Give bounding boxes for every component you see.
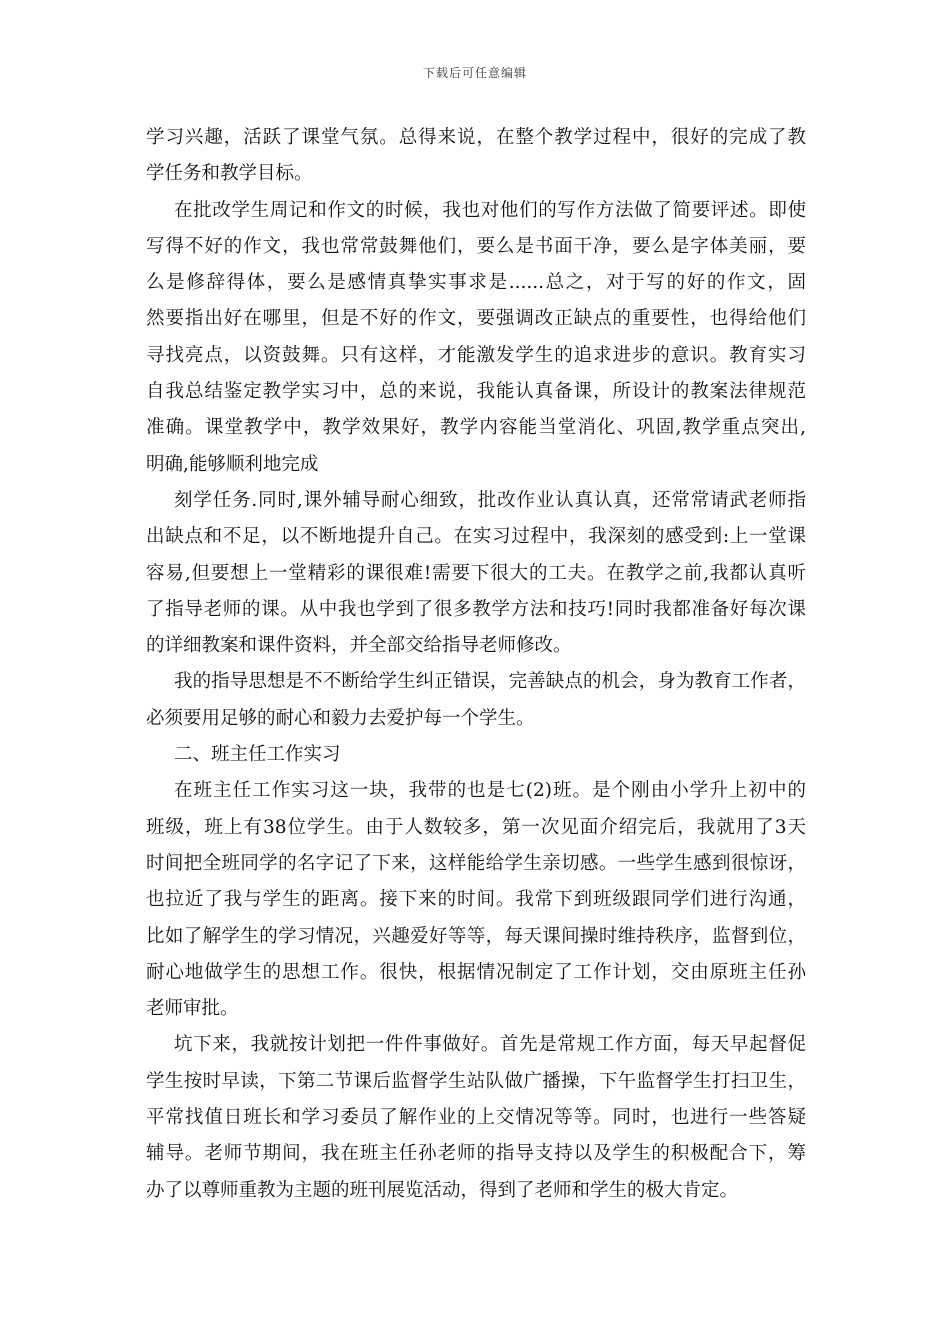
text-line: 办了以尊师重教为主题的班刊展览活动，得到了老师和学生的极大肯定。 [146, 1179, 739, 1201]
text-line: 班级，班上有38位学生。由于人数较多，第一次见面介绍完后，我就用了3天 [146, 816, 806, 838]
text-line: 时间把全班同学的名字记了下来，这样能给学生亲切感。一些学生感到很惊讶， [146, 852, 806, 874]
text-line: 二、班主任工作实习 [174, 744, 341, 766]
text-line: 出缺点和不足，以不断地提升自己。在实习过程中，我深刻的感受到:上一堂课 [146, 526, 806, 548]
text-line: 写得不好的作文，我也常常鼓舞他们，要么是书面干净，要么是字体美丽，要 [146, 235, 806, 257]
text-line: 辅导。老师节期间，我在班主任孙老师的指导支持以及学生的积极配合下，筹 [146, 1143, 806, 1165]
text-line: 了指导老师的课。从中我也学到了很多教学方法和技巧!同时我都准备好每次课 [146, 598, 806, 620]
text-line: 平常找值日班长和学习委员了解作业的上交情况等等。同时，也进行一些答疑 [146, 1107, 806, 1129]
text-line: 老师审批。 [146, 998, 239, 1020]
document-body [146, 120, 806, 1209]
text-line: 耐心地做学生的思想工作。很快，根据情况制定了工作计划，交由原班主任孙 [146, 961, 806, 983]
text-line: 容易,但要想上一堂精彩的课很难!需要下很大的工夫。在教学之前,我都认真听 [146, 562, 806, 584]
page-header: 下载后可任意编辑 [422, 66, 527, 80]
text-line: 么是修辞得体，要么是感情真挚实事求是......总之，对于写的好的作文，固 [146, 272, 806, 294]
text-line: 寻找亮点，以资鼓舞。只有这样，才能激发学生的追求进步的意识。教育实习 [146, 344, 806, 366]
text-line: 明确,能够顺利地完成 [146, 453, 319, 475]
text-line: 必须要用足够的耐心和毅力去爱护每一个学生。 [146, 707, 535, 729]
text-line: 比如了解学生的学习情况，兴趣爱好等等，每天课间操时维持秩序，监督到位， [146, 925, 806, 947]
text-line: 在批改学生周记和作文的时候，我也对他们的写作方法做了简要评述。即使 [174, 199, 806, 221]
text-line: 学生按时早读，下第二节课后监督学生站队做广播操，下午监督学生打扫卫生， [146, 1070, 806, 1092]
text-line: 学习兴趣，活跃了课堂气氛。总得来说，在整个教学过程中，很好的完成了教 [146, 127, 806, 148]
text-line: 然要指出好在哪里，但是不好的作文，要强调改正缺点的重要性，也得给他们 [146, 308, 806, 330]
text-line: 也拉近了我与学生的距离。接下来的时间。我常下到班级跟同学们进行沟通， [146, 889, 806, 911]
text-line: 自我总结鉴定教学实习中，总的来说，我能认真备课，所设计的教案法律规范 [146, 381, 806, 403]
text-line: 在班主任工作实习这一块，我带的也是七(2)班。是个刚由小学升上初中的 [174, 780, 806, 802]
text-line: 刻学任务.同时,课外辅导耐心细致，批改作业认真认真，还常常请武老师指 [174, 489, 806, 511]
text-line: 准确。课堂教学中，教学效果好，教学内容能当堂消化、巩固,教学重点突出, [146, 417, 806, 439]
text-line: 我的指导思想是不不断给学生纠正错误，完善缺点的机会，身为教育工作者， [174, 671, 806, 693]
text-line: 学任务和教学目标。 [146, 163, 313, 185]
text-line: 坑下来，我就按计划把一件件事做好。首先是常规工作方面，每天早起督促 [174, 1034, 806, 1056]
text-line: 的详细教案和课件资料，并全部交给指导老师修改。 [146, 635, 572, 657]
